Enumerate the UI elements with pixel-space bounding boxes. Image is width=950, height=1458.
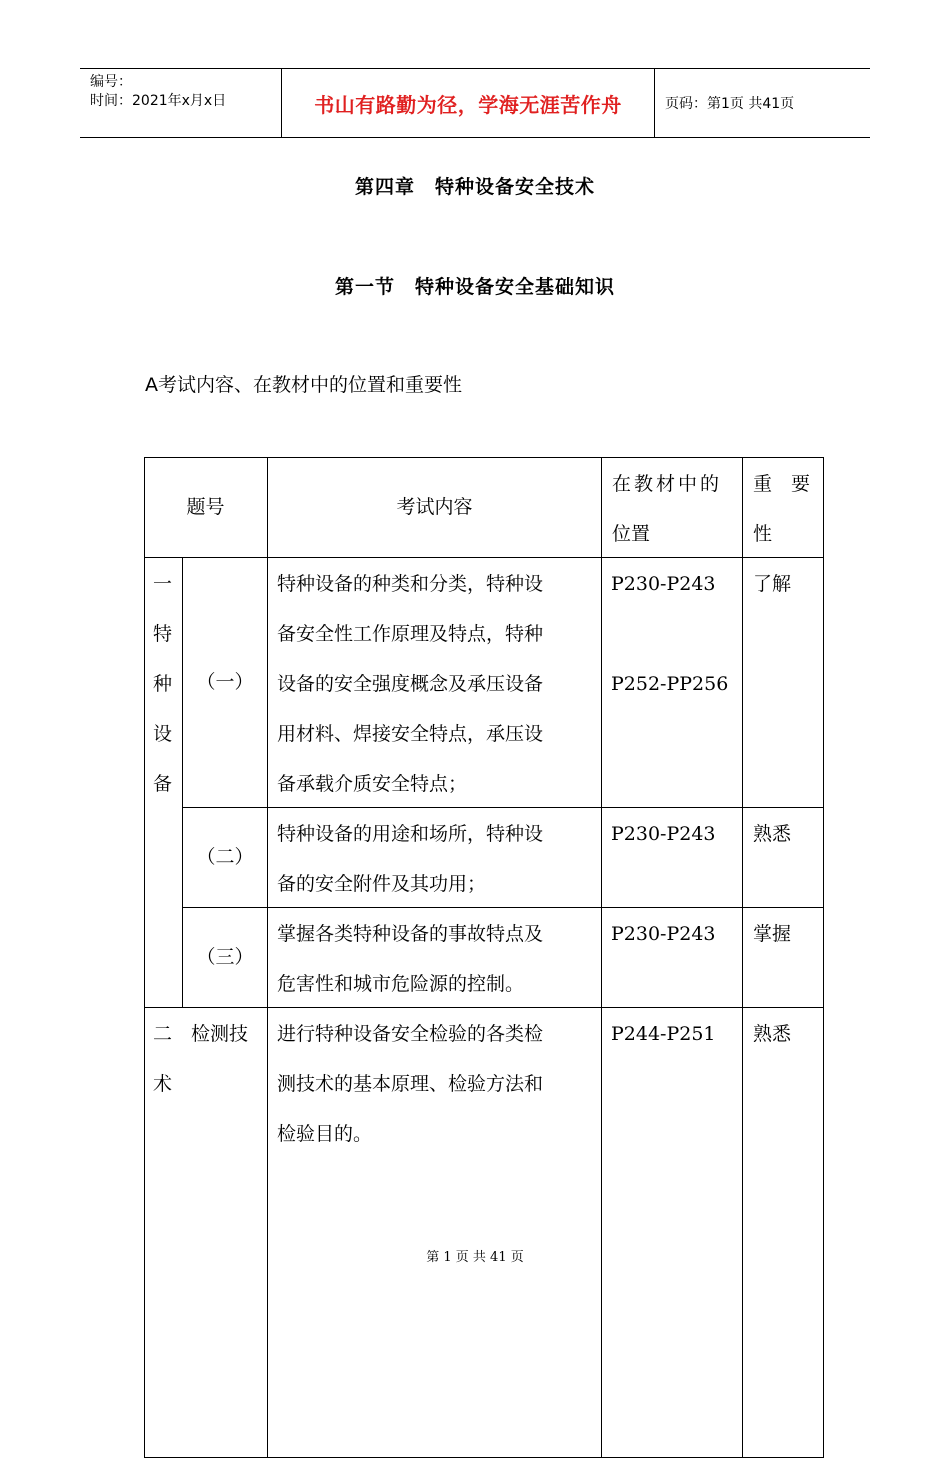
row-location — [611, 559, 741, 709]
content-line: 特种设备的用途和场所，特种设 — [277, 823, 544, 845]
part-a-title: A考试内容、在教材中的位置和重要性 — [145, 374, 462, 396]
table-border — [823, 457, 824, 1458]
header-importance-line: 重 要 — [753, 473, 811, 495]
location-line — [611, 609, 741, 659]
section-title: 第一节 特种设备安全基础知识 — [334, 276, 615, 298]
content-line: 掌握各类特种设备的事故特点及 — [277, 923, 544, 945]
column-line — [601, 457, 602, 1458]
group1-label-char: 一 — [153, 573, 173, 595]
row-importance: 了解 — [753, 573, 792, 595]
column-line — [267, 457, 268, 1458]
row-content — [277, 909, 599, 1009]
group1-label-char: 种 — [153, 673, 173, 695]
location-line: P230-P243 — [611, 573, 716, 595]
content-line: 备承载介质安全特点； — [277, 773, 468, 795]
group2-label-line: 二 检测技 — [153, 1023, 249, 1045]
header-divider — [654, 69, 655, 137]
row-sub-number: （二） — [196, 846, 254, 868]
group1-label — [153, 559, 181, 809]
page-header — [80, 68, 870, 138]
content-line: 备安全性工作原理及特点，特种 — [277, 623, 544, 645]
group2-label — [153, 1009, 267, 1109]
content-line: 用材料、焊接安全特点，承压设 — [277, 723, 544, 745]
row-location: P244-P251 — [611, 1023, 716, 1045]
header-meta — [90, 73, 226, 111]
group1-label-char: 特 — [153, 623, 173, 645]
group1-label-char: 设 — [153, 723, 173, 745]
group1-label-char: 备 — [153, 773, 173, 795]
location-line: P252-PP256 — [611, 673, 729, 695]
content-line: 测技术的基本原理、检验方法和 — [277, 1073, 544, 1095]
code-label: 编号： — [90, 74, 132, 90]
column-line — [742, 457, 743, 1458]
table-border — [144, 457, 145, 1458]
header-location-line: 位置 — [612, 523, 651, 545]
content-line: 特种设备的种类和分类，特种设 — [277, 573, 544, 595]
header-content: 考试内容 — [396, 496, 473, 518]
content-line: 设备的安全强度概念及承压设备 — [277, 673, 544, 695]
content-line: 备的安全附件及其功用； — [277, 873, 487, 895]
group2-label-line: 术 — [153, 1073, 173, 1095]
row-importance: 熟悉 — [753, 823, 792, 845]
content-line: 检验目的。 — [277, 1123, 373, 1145]
row-content — [277, 1009, 599, 1159]
row-sub-number: （三） — [196, 946, 254, 968]
exam-content-table — [144, 457, 824, 1458]
row-importance: 掌握 — [753, 923, 792, 945]
row-location: P230-P243 — [611, 923, 716, 945]
chapter-title: 第四章 特种设备安全技术 — [354, 176, 595, 198]
row-content — [277, 809, 599, 909]
time-label: 时间：2021年x月x日 — [90, 93, 227, 109]
content-line: 危害性和城市危险源的控制。 — [277, 973, 525, 995]
header-page-info: 页码：第1页 共41页 — [665, 96, 795, 112]
header-motto: 书山有路勤为径，学海无涯苦作舟 — [314, 92, 622, 117]
row-sub-number: （一） — [196, 671, 254, 693]
row-content — [277, 559, 599, 809]
header-location — [612, 459, 742, 559]
header-importance-line: 性 — [753, 523, 773, 545]
header-importance — [753, 459, 823, 559]
row-location: P230-P243 — [611, 823, 716, 845]
header-number: 题号 — [186, 496, 225, 518]
page-footer: 第 1 页 共 41 页 — [426, 1250, 524, 1265]
header-location-line: 在教材中的 — [612, 473, 723, 495]
row-importance: 熟悉 — [753, 1023, 792, 1045]
content-line: 进行特种设备安全检验的各类检 — [277, 1023, 544, 1045]
